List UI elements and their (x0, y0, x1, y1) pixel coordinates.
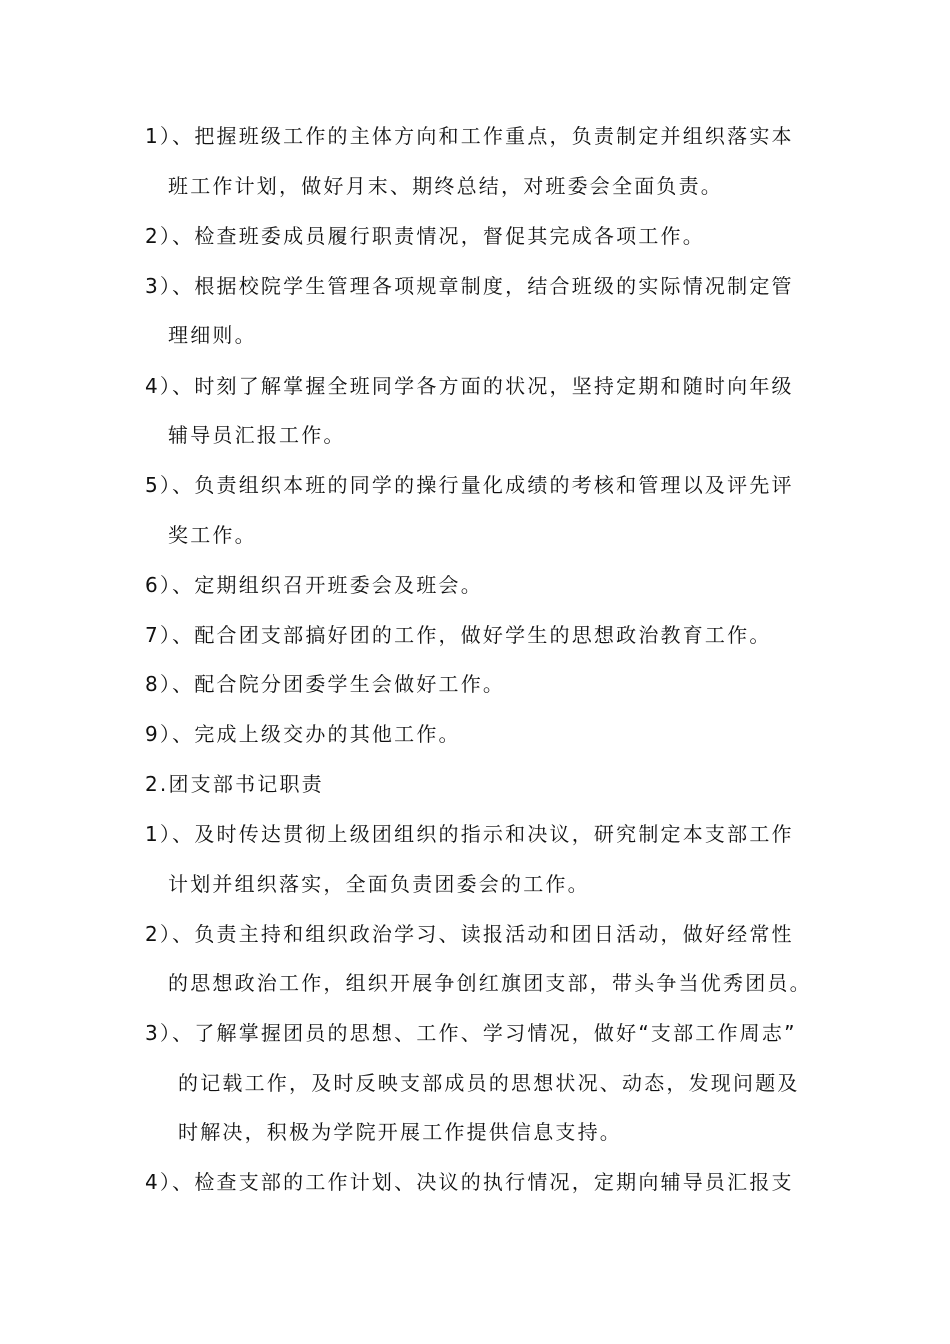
text-line: 5）、负责组织本班的同学的操行量化成绩的考核和管理以及评先评 (145, 473, 794, 497)
text-line: 计划并组织落实，全面负责团委会的工作。 (168, 872, 590, 896)
text-line: 的思想政治工作，组织开展争创红旗团支部，带头争当优秀团员。 (168, 971, 812, 995)
text-line: 9）、完成上级交办的其他工作。 (145, 722, 461, 746)
text-line: 7）、配合团支部搞好团的工作，做好学生的思想政治教育工作。 (145, 623, 772, 647)
text-line: 的记载工作，及时反映支部成员的思想状况、动态，发现问题及 (178, 1071, 800, 1095)
text-line: 班工作计划，做好月末、期终总结，对班委会全面负责。 (168, 174, 723, 198)
text-line: 2）、负责主持和组织政治学习、读报活动和团日活动，做好经常性 (145, 922, 794, 946)
section-heading: 2.团支部书记职责 (145, 772, 324, 796)
text-line: 1）、把握班级工作的主体方向和工作重点，负责制定并组织落实本 (145, 124, 794, 148)
text-line: 理细则。 (168, 323, 257, 347)
text-line: 时解决，积极为学院开展工作提供信息支持。 (178, 1120, 622, 1144)
text-line: 1）、及时传达贯彻上级团组织的指示和决议，研究制定本支部工作 (145, 822, 794, 846)
text-line: 3）、根据校院学生管理各项规章制度，结合班级的实际情况制定管 (145, 274, 794, 298)
text-line: 6）、定期组织召开班委会及班会。 (145, 573, 483, 597)
text-line: 3）、了解掌握团员的思想、工作、学习情况，做好“支部工作周志” (145, 1021, 797, 1045)
text-line: 辅导员汇报工作。 (168, 423, 346, 447)
text-line: 8）、配合院分团委学生会做好工作。 (145, 672, 506, 696)
text-line: 奖工作。 (168, 523, 257, 547)
text-line: 2）、检查班委成员履行职责情况，督促其完成各项工作。 (145, 224, 705, 248)
text-line: 4）、时刻了解掌握全班同学各方面的状况，坚持定期和随时向年级 (145, 374, 794, 398)
text-line: 4）、检查支部的工作计划、决议的执行情况，定期向辅导员汇报支 (145, 1170, 794, 1194)
